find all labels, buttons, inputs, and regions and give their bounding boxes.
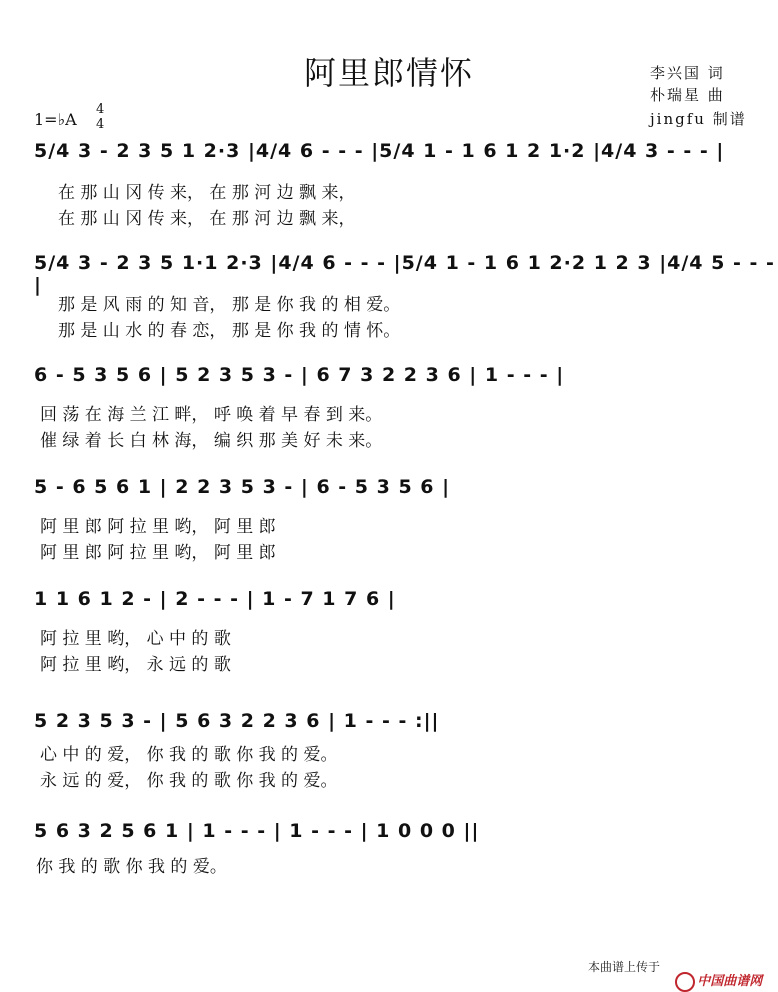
notation-line: 1 1 6 1 2 - | 2 - - - | 1 - 7 1 7 6 | — [34, 588, 396, 610]
key-signature: 1=♭A — [34, 110, 77, 129]
lyricist-credit: 李兴国 词 — [650, 64, 725, 82]
lyric-verse-1: 那 是 风 雨 的 知 音， 那 是 你 我 的 相 爱。 — [58, 295, 401, 315]
lyric-verse-2: 在 那 山 冈 传 来， 在 那 河 边 飘 来， — [58, 209, 356, 229]
lyric-verse-2: 永 远 的 爱， 你 我 的 歌 你 我 的 爱。 — [40, 771, 338, 791]
lyric-verse-2: 催 绿 着 长 白 林 海， 编 织 那 美 好 未 来。 — [40, 431, 383, 451]
notation-line: 6 - 5 3 5 6 | 5 2 3 5 3 - | 6 7 3 2 2 3 6 | 1 - - - | — [34, 364, 565, 386]
time-signature-bottom: 4 — [96, 117, 105, 132]
notation-line: 5/4 3 - 2 3 5 1 2·3 |4/4 6 - - - |5/4 1 - 1 6 1 2 1·2 |4/4 3 - - - | — [34, 140, 725, 162]
notation-credit: jingfu 制谱 — [650, 110, 747, 128]
site-logo[interactable] — [668, 955, 762, 992]
notation-line: 5/4 3 - 2 3 5 1·1 2·3 |4/4 6 - - - |5/4 1 - 1 6 1 2·2 1 2 3 |4/4 5 - - - | — [34, 252, 775, 296]
lyric-verse-1: 阿 里 郎 阿 拉 里 哟， 阿 里 郎 — [40, 517, 276, 537]
composer-credit: 朴瑞星 曲 — [650, 86, 725, 104]
lyric-verse-1: 回 荡 在 海 兰 江 畔， 呼 唤 着 早 春 到 来。 — [40, 405, 383, 425]
upload-note: 本曲谱上传于 — [588, 960, 661, 974]
lyric-verse-2: 那 是 山 水 的 春 恋， 那 是 你 我 的 情 怀。 — [58, 321, 401, 341]
lyric-verse-2: 阿 里 郎 阿 拉 里 哟， 阿 里 郎 — [40, 543, 276, 563]
notation-line: 5 2 3 5 3 - | 5 6 3 2 2 3 6 | 1 - - - :|| — [34, 710, 440, 732]
site-logo-icon — [675, 972, 695, 992]
site-name: 中国曲谱网 — [697, 973, 763, 988]
lyric-verse-1: 阿 拉 里 哟， 心 中 的 歌 — [40, 629, 231, 649]
lyric-verse-1: 你 我 的 歌 你 我 的 爱。 — [36, 857, 227, 877]
lyric-verse-2: 阿 拉 里 哟， 永 远 的 歌 — [40, 655, 231, 675]
page-title: 阿里郎情怀 — [303, 54, 474, 92]
notation-line: 5 6 3 2 5 6 1 | 1 - - - | 1 - - - | 1 0 0 0 || — [34, 820, 480, 842]
notation-line: 5 - 6 5 6 1 | 2 2 3 5 3 - | 6 - 5 3 5 6 | — [34, 476, 451, 498]
lyric-verse-1: 心 中 的 爱， 你 我 的 歌 你 我 的 爱。 — [40, 745, 338, 765]
lyric-verse-1: 在 那 山 冈 传 来， 在 那 河 边 飘 来， — [58, 183, 356, 203]
time-signature-top: 4 — [96, 102, 105, 117]
